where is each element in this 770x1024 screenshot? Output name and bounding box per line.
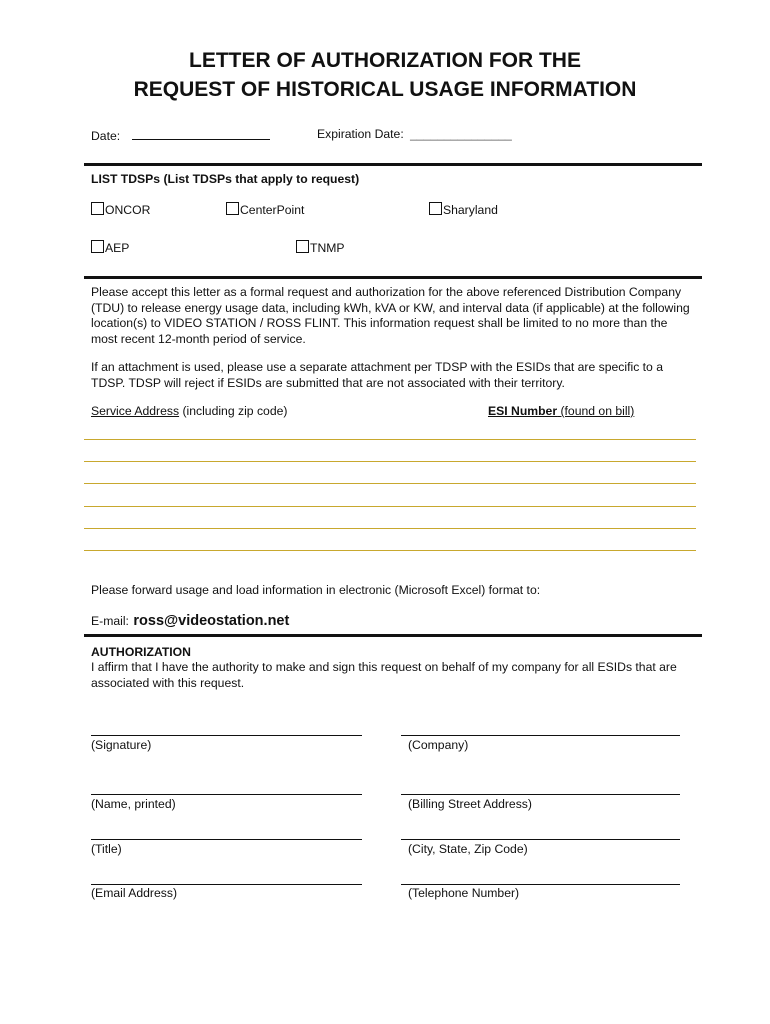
service-entry-line[interactable]: [84, 483, 696, 484]
checkbox-centerpoint[interactable]: [226, 202, 304, 218]
divider-bottom: [84, 634, 702, 637]
name-printed-line[interactable]: [91, 794, 362, 795]
email-address-line[interactable]: [91, 884, 362, 885]
date-label: Date:: [91, 129, 121, 143]
document-title: [0, 46, 770, 104]
service-entry-line[interactable]: [84, 550, 696, 551]
company-line[interactable]: [401, 735, 680, 736]
expiration-date-field[interactable]: _______________: [410, 127, 512, 141]
email-row: [91, 612, 289, 630]
billing-address-line[interactable]: [401, 794, 680, 795]
service-entry-line[interactable]: [84, 461, 696, 462]
title-line-1: LETTER OF AUTHORIZATION FOR THE: [189, 49, 581, 72]
title-label: (Title): [91, 842, 122, 856]
signature-line[interactable]: [91, 735, 362, 736]
divider-middle: [84, 276, 702, 279]
checkbox-oncor[interactable]: [91, 202, 150, 218]
telephone-label: (Telephone Number): [408, 886, 520, 900]
email-address-label: (Email Address): [91, 886, 178, 900]
billing-address-label: (Billing Street Address): [408, 797, 532, 811]
service-entry-line[interactable]: [84, 439, 696, 440]
company-label: (Company): [408, 738, 469, 752]
email-label: E-mail:: [91, 614, 129, 628]
expiration-row: [317, 127, 512, 142]
divider-top: [84, 163, 702, 166]
service-entry-line[interactable]: [84, 528, 696, 529]
checkbox-square-icon[interactable]: [91, 240, 104, 253]
city-state-zip-line[interactable]: [401, 839, 680, 840]
tnmp-label: TNMP: [310, 241, 345, 255]
service-address-label: Service Address: [91, 404, 180, 418]
esi-number-label: ESI Number: [488, 404, 558, 418]
attachment-paragraph: If an attachment is used, please use a separate attachment per TDSP with the ESIDs that are specific to a TDSP. TDSP will reject if ESIDs are submitted that are not associated with their territory.: [91, 360, 663, 390]
authorization-heading: AUTHORIZATION: [91, 645, 191, 659]
checkbox-aep[interactable]: [91, 240, 129, 256]
checkbox-square-icon[interactable]: [296, 240, 309, 253]
forward-instructions: Please forward usage and load information in electronic (Microsoft Excel) format to:: [91, 583, 541, 597]
checkbox-square-icon[interactable]: [429, 202, 442, 215]
title-line-2: REQUEST OF HISTORICAL USAGE INFORMATION: [133, 78, 637, 101]
telephone-line[interactable]: [401, 884, 680, 885]
centerpoint-label: CenterPoint: [240, 203, 305, 217]
date-row: [91, 127, 270, 144]
service-entry-line[interactable]: [84, 506, 696, 507]
email-value: ross@videostation.net: [133, 613, 290, 629]
city-state-zip-label: (City, State, Zip Code): [408, 842, 528, 856]
request-paragraph: Please accept this letter as a formal request and authorization for the above referenced Distribution Company (TDU) to release energy usage data, including kWh, kVA or KW, and interval data (if applicable) at the following location(s) to VIDEO STATION / ROSS FLINT. This information request shall be limited to no more than the most recent 12-month period of service.: [91, 285, 690, 346]
checkbox-square-icon[interactable]: [226, 202, 239, 215]
checkbox-square-icon[interactable]: [91, 202, 104, 215]
name-printed-label: (Name, printed): [91, 797, 176, 811]
oncor-label: ONCOR: [105, 203, 151, 217]
esi-number-note: (found on bill): [557, 404, 635, 418]
tdsp-heading: LIST TDSPs (List TDSPs that apply to request): [91, 172, 360, 186]
expiration-date-label: Expiration Date:: [317, 127, 404, 141]
sharyland-label: Sharyland: [443, 203, 498, 217]
service-address-heading: [91, 404, 287, 419]
checkbox-sharyland[interactable]: [429, 202, 498, 218]
service-address-note: (including zip code): [179, 404, 288, 418]
authorization-text: I affirm that I have the authority to make and sign this request on behalf of my company for all ESIDs that are associated with this request.: [91, 660, 677, 690]
date-field[interactable]: [132, 127, 270, 140]
signature-label: (Signature): [91, 738, 152, 752]
title-line[interactable]: [91, 839, 362, 840]
esi-number-heading: [488, 404, 634, 419]
checkbox-tnmp[interactable]: [296, 240, 345, 256]
aep-label: AEP: [105, 241, 130, 255]
